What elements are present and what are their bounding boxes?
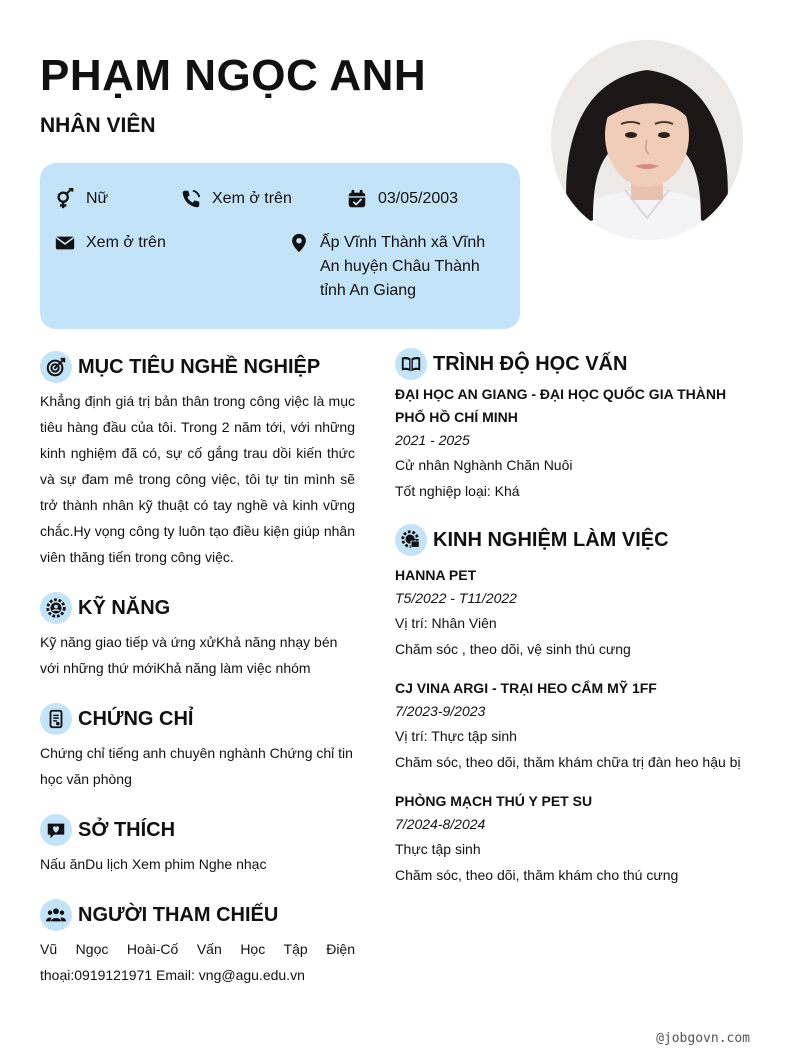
certificates-text: Chứng chỉ tiếng anh chuyên nghành Chứng chỉ tin học văn phòng <box>40 745 353 787</box>
education-entry <box>395 383 755 504</box>
job-company: HANNA PET <box>395 567 477 583</box>
job-period: 7/2023-9/2023 <box>395 703 486 719</box>
job-position: Vị trí: Thực tập sinh <box>395 728 517 744</box>
objective-text: Khẳng định giá trị bản thân trong công việc là mục tiêu hàng đầu của tôi. Trong 2 năm tới, với những kinh nghiệm đã có, sự cố gắng trau dồi kiến thức và sự đam mê trong công việc, tôi tự tin mình sẽ trở thành nhân kỹ thuật có tay nghề và kinh vững chắc.Hy vọng công ty luôn tạo điều kiện giúp nhân viên thăng tiến trong công việc. <box>40 393 355 565</box>
experience-title: KINH NGHIỆM LÀM VIỆC <box>433 528 669 551</box>
job-company: CJ VINA ARGI - TRẠI HEO CẨM MỸ 1FF <box>395 680 657 696</box>
job-period: 7/2024-8/2024 <box>395 816 486 832</box>
hobbies-text: Nấu ănDu lịch Xem phim Nghe nhạc <box>40 856 267 872</box>
candidate-name: PHẠM NGỌC ANH <box>40 51 427 100</box>
job-entry <box>395 790 755 888</box>
skills-gear-icon <box>40 592 72 624</box>
job-period: T5/2022 - T11/2022 <box>395 590 517 606</box>
section-references <box>40 899 278 931</box>
contact-gender <box>54 187 108 211</box>
job-company: PHÒNG MẠCH THÚ Y PET SU <box>395 793 593 809</box>
references-text: Vũ Ngọc Hoài-Cố Vấn Học Tập Điện thoại:0919121971 Email: vng@agu.edu.vn <box>40 941 355 983</box>
education-grade: Tốt nghiệp loại: Khá <box>395 483 520 499</box>
location-pin-icon <box>288 232 310 254</box>
contact-phone <box>180 187 292 211</box>
gender-value: Nữ <box>86 190 109 207</box>
contact-address <box>288 231 508 303</box>
skills-title: KỸ NĂNG <box>78 596 171 619</box>
certificate-icon <box>40 703 72 735</box>
job-description: Chăm sóc , theo dõi, vệ sinh thú cưng <box>395 641 631 657</box>
address-value: Ấp Vĩnh Thành xã Vĩnh An huyện Châu Thành tỉnh An Giang <box>320 234 486 299</box>
phone-icon <box>180 188 202 210</box>
section-experience <box>395 524 669 556</box>
section-education <box>395 348 627 380</box>
phone-value: Xem ở trên <box>212 190 292 207</box>
watermark: @jobgovn.com <box>656 1031 750 1046</box>
certificates-title: CHỨNG CHỈ <box>78 707 194 730</box>
objective-title: MỤC TIÊU NGHỀ NGHIỆP <box>78 355 321 378</box>
job-description: Chăm sóc, theo dõi, thăm khám chữa trị đàn heo hậu bị <box>395 754 741 770</box>
book-icon <box>395 348 427 380</box>
education-title: TRÌNH ĐỘ HỌC VẤN <box>433 352 628 375</box>
job-entry <box>395 564 755 662</box>
contact-email <box>54 231 166 255</box>
job-position: Vị trí: Nhân Viên <box>395 615 497 631</box>
section-objective <box>40 351 320 383</box>
candidate-role: NHÂN VIÊN <box>40 114 156 137</box>
contact-birthday <box>346 187 458 211</box>
email-icon <box>54 232 76 254</box>
education-period: 2021 - 2025 <box>395 432 470 448</box>
calendar-icon <box>346 188 368 210</box>
skills-text: Kỹ năng giao tiếp và ứng xửKhả năng nhạy bén với những thứ mớiKhả năng làm việc nhóm <box>40 634 338 676</box>
gender-icon <box>54 188 76 210</box>
section-certificates <box>40 703 193 735</box>
job-entry <box>395 677 755 775</box>
email-value: Xem ở trên <box>86 234 166 251</box>
job-description: Chăm sóc, theo dõi, thăm khám cho thú cưng <box>395 867 679 883</box>
section-skills <box>40 592 170 624</box>
contact-box <box>40 163 520 329</box>
work-gear-icon <box>395 524 427 556</box>
avatar <box>551 40 743 240</box>
education-degree: Cử nhân Nghành Chăn Nuôi <box>395 457 573 473</box>
target-icon <box>40 351 72 383</box>
birthday-value: 03/05/2003 <box>378 190 459 207</box>
hobbies-title: SỞ THÍCH <box>78 818 176 841</box>
job-position: Thực tập sinh <box>395 841 481 857</box>
references-title: NGƯỜI THAM CHIẾU <box>78 903 279 926</box>
portrait-photo <box>551 40 743 240</box>
heart-chat-icon <box>40 814 72 846</box>
school-name: ĐẠI HỌC AN GIANG - ĐẠI HỌC QUỐC GIA THÀNH PHỐ HỒ CHÍ MINH <box>395 386 727 425</box>
people-icon <box>40 899 72 931</box>
section-hobbies <box>40 814 175 846</box>
